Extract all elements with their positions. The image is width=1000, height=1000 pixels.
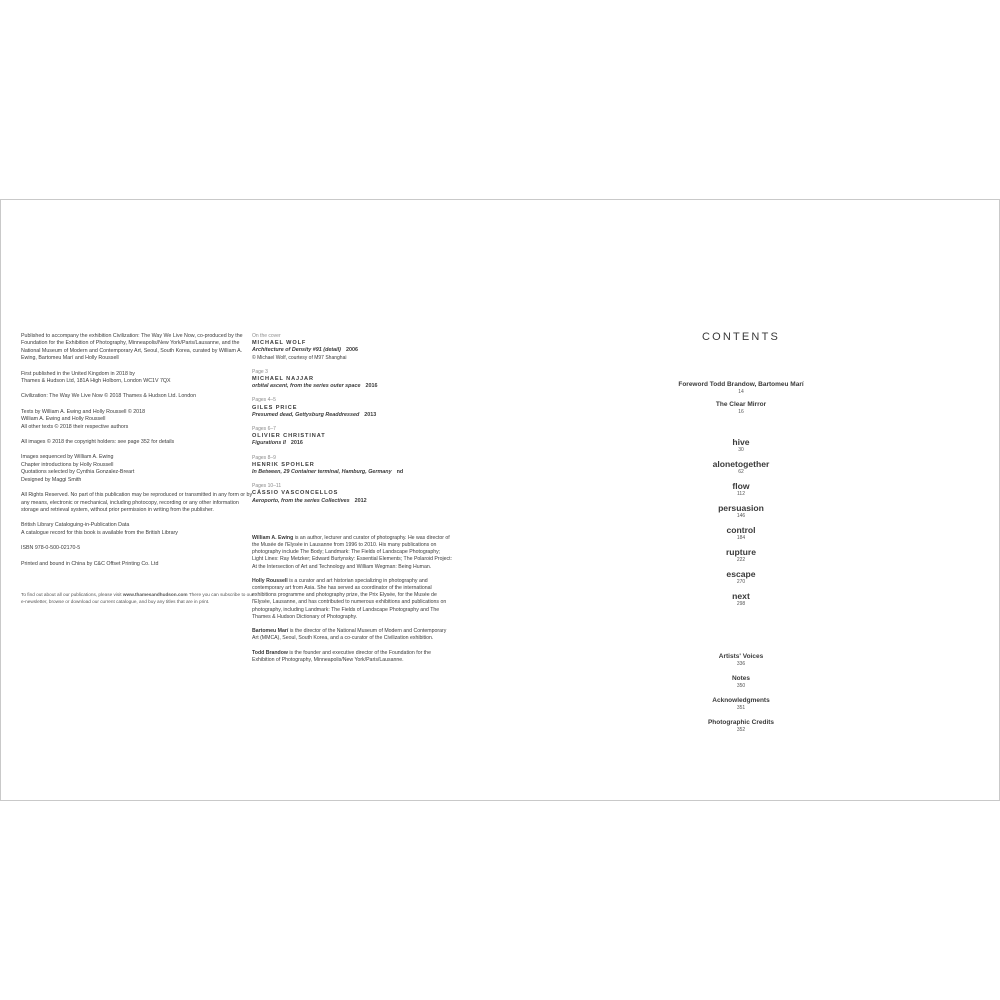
credit-entry <box>252 455 452 477</box>
toc-item-page: 351 <box>736 705 746 711</box>
toc-item-title: Photographic Credits <box>707 719 775 726</box>
credit-artist: OLIVIER CHRISTINAT <box>252 433 326 440</box>
toc-item-title: hive <box>732 437 750 447</box>
toc-item-page: 270 <box>736 579 746 585</box>
toc-item-title: next <box>732 591 750 601</box>
publisher-website-link[interactable]: www.thamesandhudson.com <box>122 591 188 597</box>
credit-entry <box>252 333 452 362</box>
toc-front-matter <box>641 381 841 415</box>
toc-item-title: persuasion <box>718 503 764 513</box>
toc-item[interactable] <box>641 401 841 415</box>
toc-item-page: 350 <box>736 683 746 689</box>
toc-item-title: alonetogether <box>712 459 770 469</box>
credit-work: Presumed dead, Gettysburg Readdressed 2013 <box>252 411 377 418</box>
toc-item-title: Acknowledgments <box>712 697 770 704</box>
toc-item-page: 112 <box>737 491 745 497</box>
toc-item-title: Foreword Todd Brandow, Bartomeu Marí <box>678 381 804 388</box>
credit-year: 2013 <box>364 411 377 418</box>
toc-item-page: 298 <box>736 601 746 607</box>
toc-item-title: control <box>726 525 756 535</box>
credit-entry <box>252 397 452 419</box>
credit-page: Pages 8–9 <box>252 454 276 461</box>
toc-item-page: 146 <box>736 513 746 519</box>
credit-entry <box>252 426 452 448</box>
credit-year: 2016 <box>365 383 378 390</box>
credits-column <box>252 333 452 671</box>
toc-item-title: The Clear Mirror <box>715 401 767 408</box>
credit-work: orbital ascent, from the series outer space 2016 <box>252 383 378 390</box>
toc-chapter[interactable] <box>641 547 841 563</box>
credit-year: 2012 <box>354 497 367 504</box>
contents-page <box>641 331 841 733</box>
credit-year: nd <box>396 469 404 476</box>
credit-page: Page 3 <box>252 368 268 375</box>
credit-year: 2016 <box>290 440 303 447</box>
toc-chapter[interactable] <box>641 481 841 497</box>
toc-item[interactable] <box>641 675 841 689</box>
imprint-printed: Printed and bound in China by C&C Offset Printing Co. Ltd <box>21 560 159 567</box>
credit-entry <box>252 369 452 391</box>
toc-chapter[interactable] <box>641 525 841 541</box>
imprint-credits: Images sequenced by William A. Ewing Chapter introductions by Holly Roussell Quotations selected by Cynthia Gonzalez-Breart Designed by Maggi Smith <box>21 454 135 483</box>
toc-item-title: Notes <box>731 675 751 682</box>
bio-name: Holly Roussell <box>252 577 288 584</box>
bio-name: William A. Ewing <box>252 534 294 541</box>
credit-work: Aeroporto, from the series Collectives 2012 <box>252 497 367 504</box>
toc-item-page: 16 <box>738 409 744 415</box>
bio-name: Bartomeu Marí <box>252 628 289 635</box>
toc-chapters <box>641 437 841 613</box>
toc-item[interactable] <box>641 653 841 667</box>
credit-artist: MICHAEL WOLF <box>252 340 307 347</box>
contents-title: CONTENTS <box>701 331 781 343</box>
bio-paragraph: Holly Roussell is a curator and art historian specializing in photography and contemporary art from Asia. She has served as coordinator of the international exhibitions programme and photography prize, the Prix Elysée, for the Musée de l'Elysée, Lausanne, and has contributed to numerous exhibitions and publications on photography, including Landmark: The Fields of Landscape Photography and The Thames & Hudson Dictionary of Photography. <box>252 577 447 620</box>
credit-page: On the cover <box>252 333 281 339</box>
imprint-isbn: ISBN 978-0-500-02170-5 <box>21 545 81 552</box>
imprint-copyright-line: Civilization: The Way We Live Now © 2018 Thames & Hudson Ltd. London <box>21 393 197 400</box>
toc-item-page: 222 <box>736 557 746 563</box>
toc-chapter[interactable] <box>641 503 841 519</box>
credit-page: Pages 10–11 <box>252 483 282 490</box>
toc-item-title: rupture <box>725 547 757 557</box>
credit-year: 2006 <box>345 347 358 354</box>
toc-item-title: flow <box>732 481 750 491</box>
credit-artist: MICHAEL NAJJAR <box>252 376 314 383</box>
imprint-first-published: First published in the United Kingdom in 2018 by Thames & Hudson Ltd, 181A High Holborn, London WC1V 7QX <box>21 370 171 385</box>
credit-artist: GILES PRICE <box>252 404 298 411</box>
toc-chapter[interactable] <box>641 591 841 607</box>
bio-paragraph: Todd Brandow is the founder and executive director of the Foundation for the Exhibition of Photography, Minneapolis/New York/Paris/Lausanne. <box>252 649 431 663</box>
toc-item-page: 30 <box>738 447 744 453</box>
credit-copyright: © Michael Wolf, courtesy of M97 Shanghai <box>252 354 347 361</box>
credit-artist: HENRIK SPOHLER <box>252 461 315 468</box>
toc-item-page: 336 <box>736 661 746 667</box>
imprint-rights-reserved: All Rights Reserved. No part of this publication may be reproduced or transmitted in any form or by any means, electronic or mechanical, including photocopy, recording or any other information storage and retrieval system, without prior permission in writing from the publisher. <box>21 492 253 513</box>
toc-chapter[interactable] <box>641 569 841 585</box>
toc-item[interactable] <box>641 697 841 711</box>
author-bios <box>252 535 452 664</box>
imprint-publication-note: Published to accompany the exhibition Civilization: The Way We Live Now, co-produced by the Foundation for the Exhibition of Photography, Minneapolis/New York/Paris/Lausanne, and the National Museum of Modern and Contemporary Art, Seoul, South Korea, curated by William A. Ewing, Bartomeu Marí and Holly Roussell <box>21 333 243 362</box>
book-spread <box>0 199 1000 801</box>
credit-artist: CÁSSIO VASCONCELLOS <box>252 490 339 497</box>
toc-chapter[interactable] <box>641 459 841 475</box>
toc-item[interactable] <box>641 381 841 395</box>
toc-item-title: Artists' Voices <box>718 653 764 660</box>
credit-page: Pages 4–5 <box>252 397 276 404</box>
toc-back-matter <box>641 653 841 733</box>
toc-item-page: 14 <box>738 389 744 395</box>
toc-item-page: 62 <box>738 469 744 475</box>
imprint-texts-copyright: Texts by William A. Ewing and Holly Roussell © 2018 William A. Ewing and Holly Roussell All other texts © 2018 their respective authors <box>21 408 146 430</box>
credit-work: Figurations II 2016 <box>252 440 303 447</box>
credit-page: Pages 6–7 <box>252 426 276 433</box>
bio-paragraph: William A. Ewing is an author, lecturer and curator of photography. He was director of the Musée de l'Elysée in Lausanne from 1996 to 2010. His many publications on photography include The Body; Landmark: The Fields of Landscape Photography; Light Lines: Ray Metzker; Edward Burtynsky: Essential Elements; The Polaroid Project: At the Intersection of Art and Technology and William Wegman: Being Human. <box>252 534 452 570</box>
toc-item-page: 352 <box>736 727 746 733</box>
toc-item-title: escape <box>726 569 756 579</box>
toc-chapter[interactable] <box>641 437 841 453</box>
credit-work: In Between, 29 Container terminal, Hamburg, Germany nd <box>252 469 404 476</box>
credit-work: Architecture of Density #91 (detail) 2006 <box>252 347 358 354</box>
credit-entry <box>252 483 452 505</box>
bio-name: Todd Brandow <box>252 649 288 656</box>
imprint-website-note: To find out about all our publications, please visit www.thamesandhudson.com There you can subscribe to our e-newsletter, browse or download our current catalogue, and buy any titles that are in print. <box>21 591 254 604</box>
toc-item-page: 184 <box>736 535 746 541</box>
bio-paragraph: Bartomeu Marí is the director of the National Museum of Modern and Contemporary Art (MMCA), Seoul, South Korea, and a co-curator of the Civilization exhibition. <box>252 628 447 642</box>
toc-item[interactable] <box>641 719 841 733</box>
imprint-images-copyright: All images © 2018 the copyright holders: see page 352 for details <box>21 439 175 446</box>
imprint-cataloguing: British Library Cataloguing-in-Publication Data A catalogue record for this book is available from the British Library <box>21 522 178 536</box>
imprint-column <box>21 333 256 613</box>
